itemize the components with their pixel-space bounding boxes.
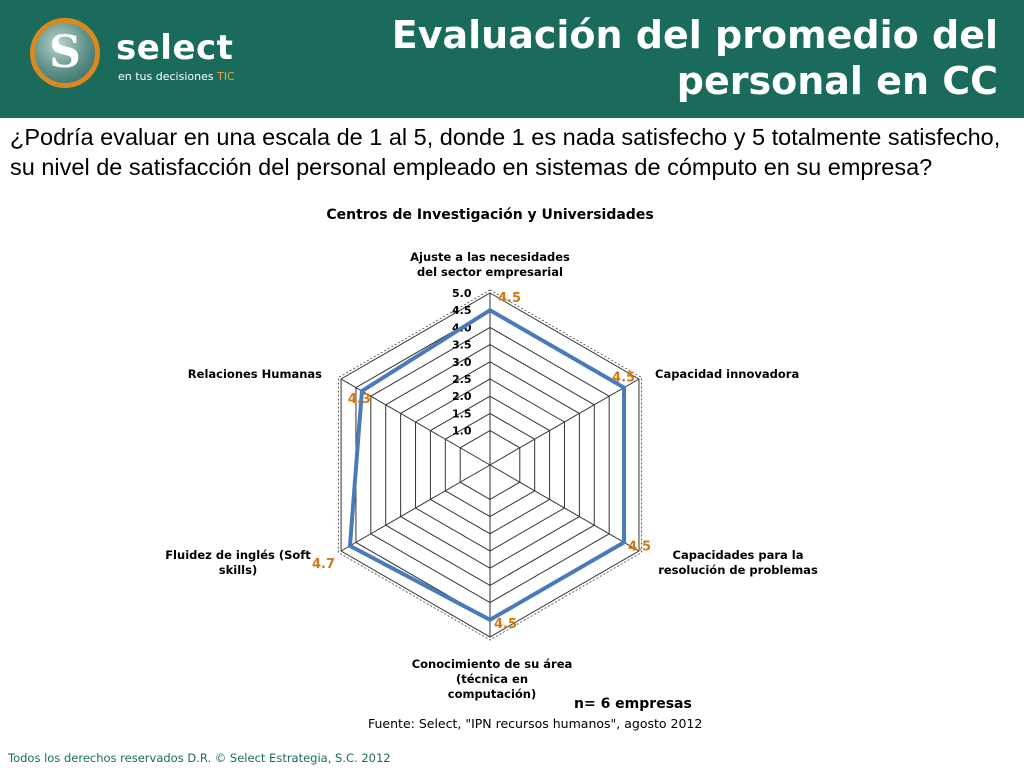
axis-category-label: Conocimiento de su área — [411, 657, 573, 671]
axis-category-label: del sector empresarial — [417, 265, 563, 279]
data-label: 4.5 — [612, 370, 636, 386]
tick-label: 4.5 — [452, 304, 472, 318]
logo-wordmark: select — [116, 28, 234, 68]
tick-label: 1.0 — [452, 424, 472, 438]
axis-category-label: computación) — [447, 687, 537, 701]
tick-label: 3.0 — [452, 355, 472, 369]
axis-category-label: Capacidades para la — [672, 548, 804, 562]
axis-category-label: Fluidez de inglés (Soft — [165, 548, 311, 562]
axis-category-label: resolución de problemas — [658, 563, 818, 577]
tick-label: 3.5 — [452, 338, 472, 352]
logo-s-icon: S — [30, 18, 100, 88]
axis-category-label: Ajuste a las necesidades — [410, 250, 570, 264]
chart-title: Centros de Investigación y Universidades — [326, 207, 654, 223]
tick-label: 2.0 — [452, 390, 472, 404]
tick-label: 4.0 — [452, 321, 472, 335]
sample-size-label: n= 6 empresas — [574, 696, 692, 712]
copyright-footer: Todos los derechos reservados D.R. © Select Estrategia, S.C. 2012 — [8, 751, 391, 765]
data-label: 4.7 — [311, 556, 336, 572]
data-label: 4.3 — [347, 392, 371, 408]
axis-category-label: Capacidad innovadora — [655, 367, 800, 381]
tick-label: 2.5 — [452, 373, 472, 386]
survey-question: ¿Podría evaluar en una escala de 1 al 5, donde 1 es nada satisfecho y 5 totalmente satisfecho, su nivel de satisfacción del personal empleado en sistemas de cómputo en su empresa? — [10, 124, 1001, 180]
data-label: 4.5 — [628, 539, 652, 555]
axis-category-label: (técnica en — [455, 672, 529, 686]
tick-label: 1.5 — [452, 407, 472, 421]
tick-label: 5.0 — [452, 287, 472, 300]
data-label: 4.5 — [498, 291, 522, 307]
series-line — [347, 310, 624, 620]
source-note: Fuente: Select, "IPN recursos humanos", agosto 2012 — [368, 716, 703, 731]
axis-category-label: Relaciones Humanas — [187, 367, 322, 381]
axis-category-label: skills) — [218, 563, 258, 577]
title-line-2: personal en CC — [676, 59, 998, 103]
title-line-1: Evaluación del promedio del — [391, 13, 998, 57]
logo-tagline: en tus decisiones TIC — [118, 70, 235, 83]
data-label: 4.5 — [494, 616, 518, 632]
